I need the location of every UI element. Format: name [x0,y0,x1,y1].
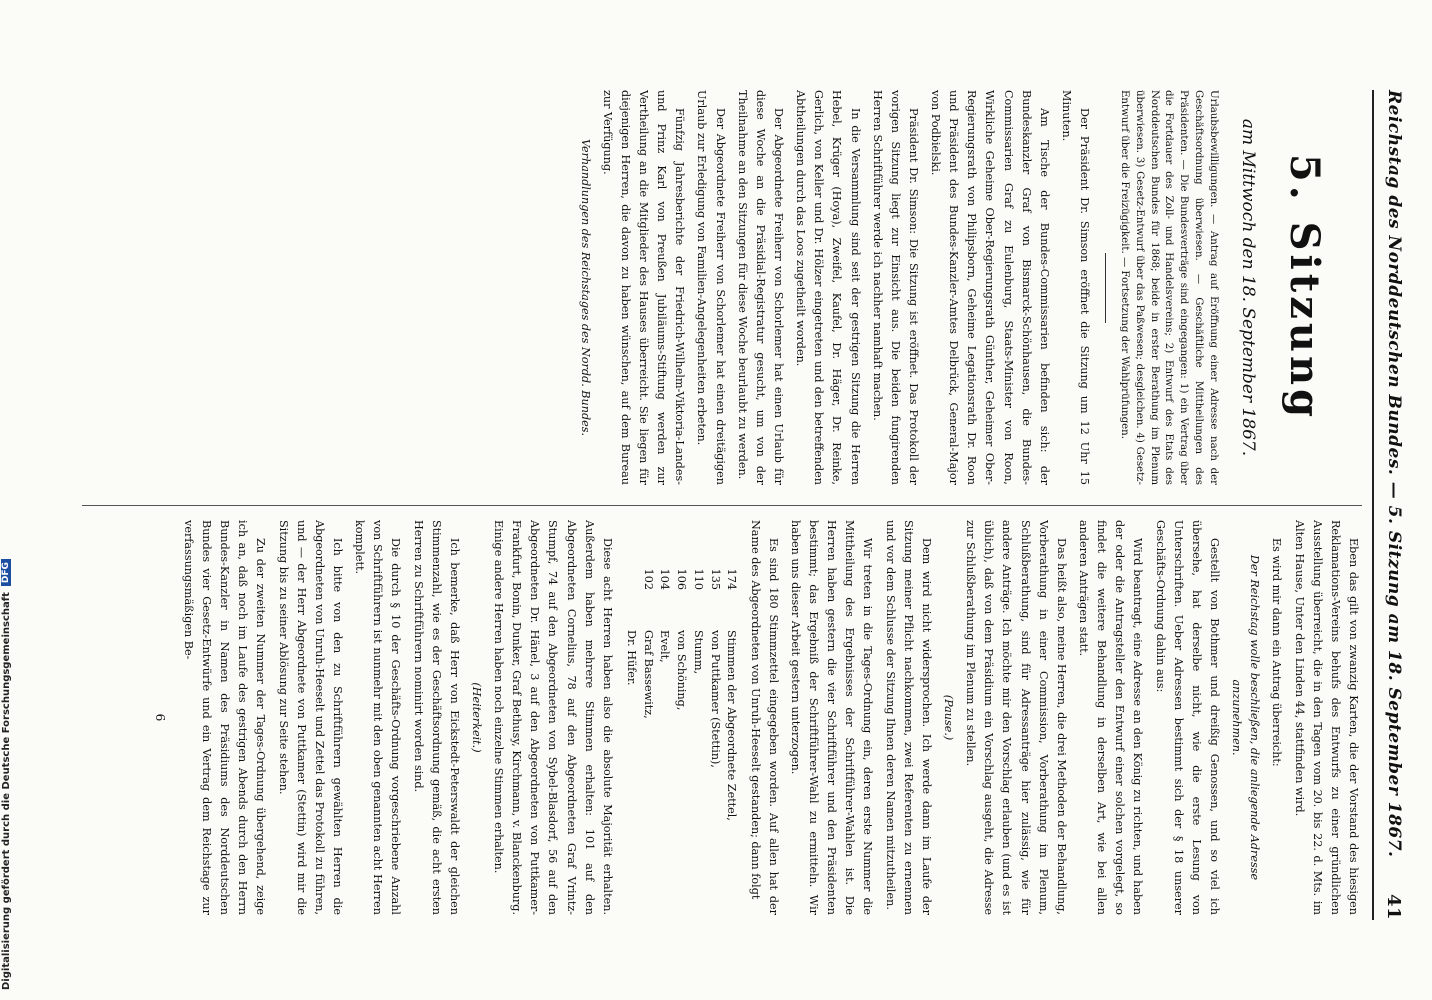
pause-note: (Pause.) [942,694,956,741]
laughter-note: (Heiterkeit.) [469,682,483,753]
quoted-rule: Wird beantragt, eine Adresse an den König zu richten, und haben der oder die Antragsteller den Entwurf einer solchen vorgelegt, so findet die weitere Behandlung in derselben Art, wie bei allen anderen Anträgen statt. [1077,520,1145,915]
paragraph: Präsident Dr. Simson: Die Sitzung ist eröffnet. Das Protokoll der vorigen Sitzung liegt zur Einsicht aus. Die beiden fungirenden Herren Schriftführer werde ich nachher namhaft machen. [870,90,920,485]
tally-row: 102 Graf Bassewitz, [641,568,655,719]
paragraph: Es wird mir dann ein Antrag überreicht: [1270,538,1284,767]
opening-paragraph: Der Präsident Dr. Simson eröffnet die Sitzung um 12 Uhr 15 Minuten. [1060,90,1092,485]
paragraph: Der Abgeordnete Freiherr von Schorlemer hat einen Urlaub für diese Woche an die Präsidial-Registratur gesucht, um von der Theilnahme an den Sitzungen für diese Woche beurlaubt zu werden. [735,90,785,485]
paragraph: Die durch § 10 der Geschäfts-Ordnung vorgeschriebene Anzahl von Schriftführern ist nunmehr mit den oben genannten acht Herren komplett. [353,520,403,915]
right-column [62,520,1362,915]
dfg-logo-icon: DFG [1,559,11,586]
paragraph: Diese acht Herren haben also die absolute Majorität erhalten. Außerdem haben mehrere Stimmen erhalten: 101 auf den Abgeordneten Cornelius, 78 auf den Abgeordneten Graf Vrintz-Stumpf, 74 auf den Abgeordneten von Sybel-Blasdorf, 56 auf den Abgeordneten Dr. Hänel, 3 auf den Abgeordneten von Puttkamer-Frankfurt, Bonin, Dunker, Graf Bethusy, Kirchmann, v. Blanckenburg. Einige andere Herren haben noch einzelne Stimmen erhalten. [492,520,614,915]
paragraph: Zu der zweiten Nummer der Tages-Ordnung übergehend, zeige ich an, daß noch im Laufe des gestrigen Abends durch den Herrn Bundes-Kanzler in Namen des Präsidiums des Norddeutschen Bundes vier Gesetz-Entwürfe und ein Vertrag dem Reichstage zur verfassungsmäßigen Be- [181,520,268,915]
tally-row: 135 von Puttkamer (Stettin), [708,568,722,768]
paragraph: Der Abgeordnete Freiherr von Schorlemer hat einen dreitägigen Urlaub zur Erledigung von Familien-Angelegenheiten erbeten. [695,90,727,485]
paragraph: In die Versammlung sind seit der gestrigen Sitzung die Herren Hebel, Krüger (Hoya), Zweifel, Kaufel, Dr. Häger, Dr. Reinke, Gerlich, von Keller und Dr. Hölzer eingetreten und den betreffenden Abtheilungen durch das Loos zugetheilt worden. [794,90,862,485]
running-head-title: Reichstag des Norddeutschen Bundes. — 5. Sitzung am 18. September 1867. [1384,90,1404,858]
quoted-motion: Der Reichstag wolle beschließen, die anliegende Adresse anzunehmen. [1230,554,1262,881]
session-date: am Mittwoch den 18. September 1867. [1238,118,1259,457]
column-divider [82,505,1362,506]
tally-row: Dr. Hüfer. [624,630,638,686]
paragraph: Wir treten in die Tages-Ordnung ein, deren erste Nummer die Mittheilung des Ergebnisses der Schriftführer-Wahlen ist. Die Herren haben gestern die vier Schriftführer und den Präsidenten bestimmt; das Ergebniß der Schriftführer-Wahl zu ermitteln. Wir haben uns dieser Arbeit gestern unterzogen. [788,520,875,915]
running-head [1372,90,1414,920]
tally-row: 104 Evelt, [658,568,672,663]
digitization-credit [0,0,12,990]
paragraph: Fünfzig Jahresberichte der Friedrich-Wilhelm-Viktoria-Landes- und Prinz Karl von Preußen Jubiläums-Stiftung werden zur Vertheilung an die Mitglieder des Hauses überreicht. Sie liegen für diejenigen Herren, die davon zu haben wünschen, auf dem Bureau zur Verfügung. [600,90,687,485]
paragraph: Ich bitte von den zu Schriftführern gewählten Herren die Abgeordneten von Unruh-Heeselt und Zettel das Protokoll zu führen, und — der Herr Abgeordnete von Puttkamer (Stettin) wird mir die Sitzung bis zu seiner Ablösung zur Seite stehen. [276,520,344,915]
paragraph: Ich bemerke, daß Herr von Eickstedt-Peterswaldt der gleichen Stimmenzahl, wie es der Geschäftsordnung gemäß, die acht ersten Herren zu Schriftführern nominirt worden sind. [411,520,461,915]
paragraph: Gestellt von Bothmer und dreißig Genossen, und so viel ich übersehe, hat derselbe nicht, wie die erste Lesung von Unterschriften. Ueber Adressen bestimmt sich der § 18 unserer Geschäfts-Ordnung dahin aus: [1153,520,1222,915]
paragraph: Am Tische der Bundes-Commissarien befinden sich: der Bundeskanzler Graf von Bismarck-Schönhausen, die Bundes-Commissarien Graf zu Eulenburg, Staats-Minister von Roon, Wirkliche Geheime Ober-Regierungsrath Günther, Geheimer Ober-Regierungsrath von Philipsborn, Geheime Legationsrath Dr. Roon und Präsident des Bundes-Kanzler-Amtes Delbrück, General-Major von Podbielski. [929,90,1051,485]
tally-row: 106 von Schöning, [675,568,689,711]
page-number: 41 [1383,893,1405,920]
tally-row: 174 Stimmen der Abgeordnete Zettel, [725,568,739,821]
left-column [62,90,1362,485]
signature-mark: 6 [152,713,167,722]
agenda-summary: Urlaubsbewilligungen. — Antrag auf Eröffnung einer Adresse nach der Geschäftsordnung überwiesen. — Geschäftliche Mittheilungen des Präsidenten. — Die Bundesverträge sind eingegangen: 1) ein Vertrag über die Fortdauer des Zoll- und Handelsvereins; 2) Entwurf des Etats des Norddeutschen Bundes für 1868; beide in erster Berathung im Plenum überwiesen. 3) Gesetz-Entwurf über das Paßwesen; desgleichen. 4) Gesetz-Entwurf über die Freizügigkeit. — Fortsetzung der Wahlprüfungen. [1118,90,1219,485]
session-title: 5. Sitzung [1281,153,1328,422]
column-footer: Verhandlungen des Reichstages des Nordd. Bundes. [578,138,592,437]
tally-row: 110 Stumm, [691,568,705,675]
credit-text: Digitalisierung gefördert durch die Deutsche Forschungsgemeinschaft [0,592,12,990]
paragraph: Das heißt also, meine Herren, die drei Methoden der Behandlung, Vorberathung in einer Commission, Vorberathung im Plenum, Schlußberathung, sind für Adressanträge hier zulässig, wie für andere Anträge. Ich möchte mir den Vorschlag erlauben (und es ist üblich), daß von dem Präsidium ein Vorschlag ausgeht, die Adresse zur Schlußberathung im Plenum zu stellen. [964,520,1068,915]
vote-tally [622,550,740,915]
paragraph: Dem wird nicht widersprochen. Ich werde dann im Laufe der Sitzung meiner Pflicht nachkommen, zwei Referenten zu ernennen und vor dem Schlusse der Sitzung Ihnen deren Namen mitzutheilen. [883,520,933,915]
paragraph: Es sind 180 Stimmzettel eingegeben worden. Auf allen hat der Name des Abgeordneten von Unruh-Heeselt gestanden; dann folgt [748,520,780,915]
paragraph: Eben das gilt von zwanzig Karten, die der Vorstand des hiesigen Reklamations-Vereins behufs des Entwurfs zu einer gründlichen Ausstellung überreicht, die in den Tagen vom 20. bis 22. d. Mts. im Alten Hause, Unter den Linden 44, stattfinden wird. [1292,520,1360,915]
section-rule [1105,253,1106,323]
